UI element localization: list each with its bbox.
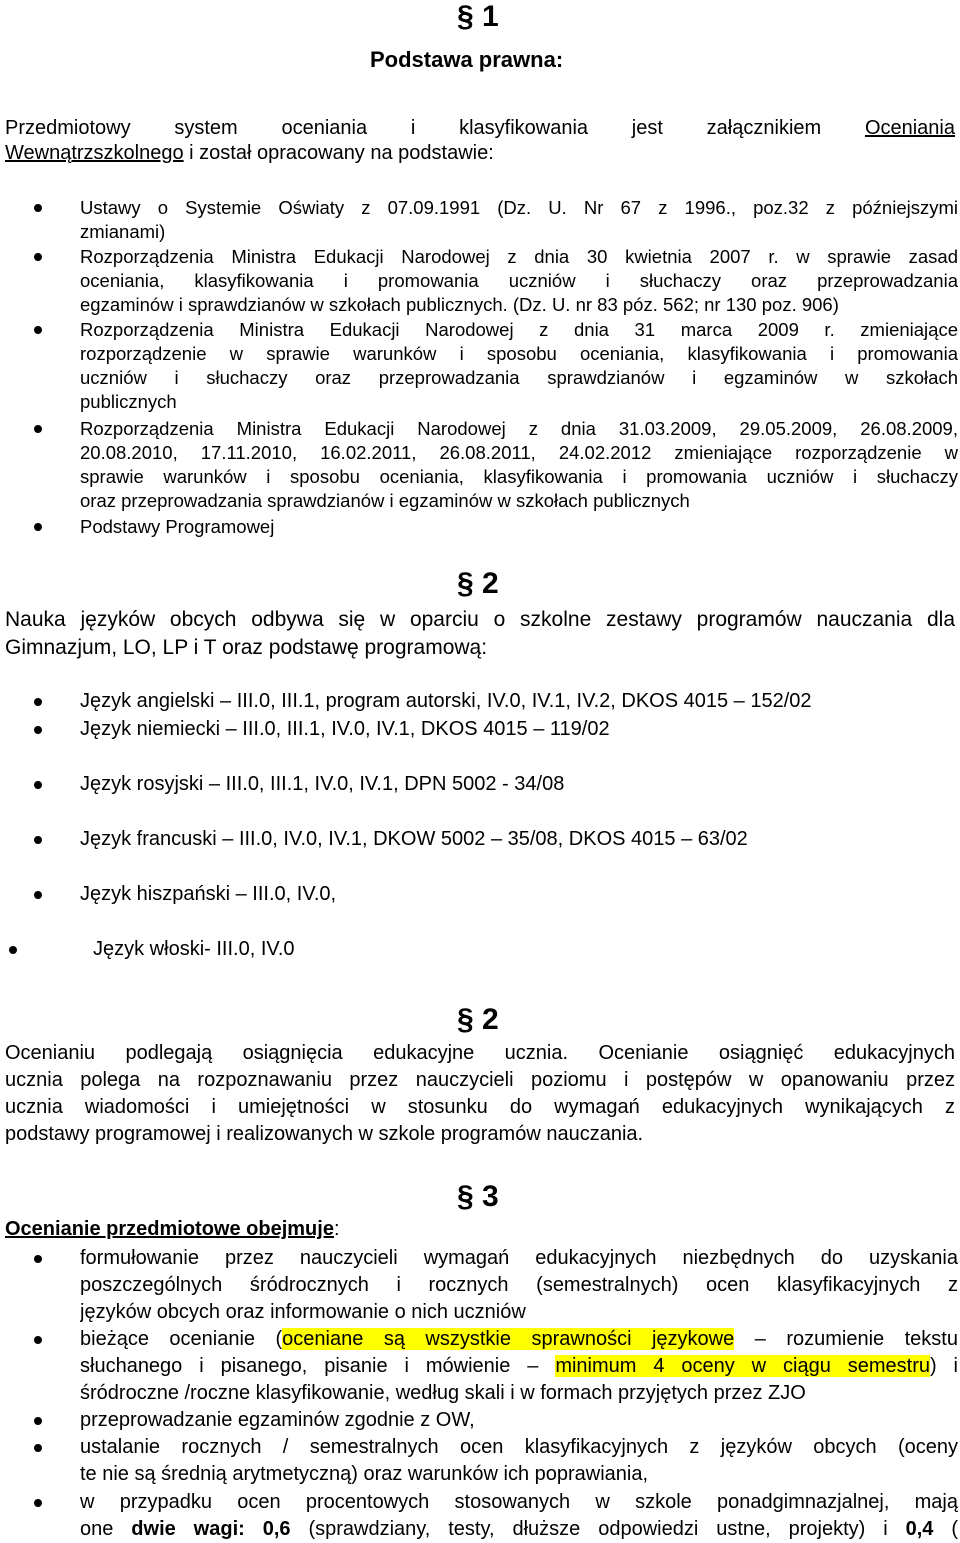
section-3-heading: Ocenianie przedmiotowe obejmuje:	[5, 1218, 340, 1240]
highlight-min-grades: minimum 4 oceny w ciągu semestru	[555, 1355, 930, 1377]
section-1-heading: Podstawa prawna:	[370, 47, 564, 72]
intro-line-2: Wewnątrzszkolnego i został opracowany na podstawie:	[5, 142, 494, 164]
legal-basis-item-3: Rozporządzenia Ministra Edukacji Narodowej z dnia 31 marca 2009 r. zmieniające rozporządzenie w sprawie warunków i sposobu oceniania, klasyfikowania i promowania uczniów i słuchaczy oraz przeprowadzania sprawdzianów i egzaminów w szkołach publicznych	[80, 318, 958, 414]
intro-line-1: Przedmiotowy system oceniania i klasyfikowania jest załącznikiem Oceniania	[5, 117, 955, 139]
legal-basis-item-5: Podstawy Programowej	[80, 515, 958, 539]
legal-basis-item-4: Rozporządzenia Ministra Edukacji Narodowej z dnia 31.03.2009, 29.05.2009, 26.08.2009, 20.08.2010, 17.11.2010, 16.02.2011, 26.08.2011, 24.02.2012 zmieniające rozporządzenie w sprawie warunków i sposobu oceniania, klasyfikowania i promowania uczniów i słuchaczy oraz przeprowadzania sprawdzianów i egzaminów w szkołach publicznych	[80, 417, 958, 513]
legal-basis-item-1: Ustawy o Systemie Oświaty z 07.09.1991 (Dz. U. Nr 67 z 1996., poz.32 z późniejszymi zmianami)	[80, 196, 958, 244]
bullet-icon	[34, 326, 42, 334]
bullet-icon	[34, 698, 42, 706]
language-item-french: Język francuski – III.0, IV.0, IV.1, DKOW 5002 – 35/08, DKOS 4015 – 63/02	[80, 826, 748, 853]
language-item-english: Język angielski – III.0, III.1, program autorski, IV.0, IV.1, IV.2, DKOS 4015 – 152/02	[80, 688, 812, 715]
intro-link-oceniania: Oceniania	[864, 117, 955, 139]
bullet-icon	[34, 1444, 42, 1452]
bullet-icon	[34, 523, 42, 531]
language-item-russian: Język rosyjski – III.0, III.1, IV.0, IV.1, DPN 5002 - 34/08	[80, 771, 564, 798]
bullet-icon	[34, 1499, 42, 1507]
assessment-item-1: formułowanie przez nauczycieli wymagań edukacyjnych niezbędnych do uzyskania poszczególnych śródrocznych i rocznych (semestralnych) ocen klasyfikacyjnych z języków obcych oraz informowanie o nich uczniów	[80, 1245, 958, 1326]
language-item-german: Język niemiecki – III.0, III.1, IV.0, IV.1, DKOS 4015 – 119/02	[80, 716, 610, 743]
bullet-icon	[34, 253, 42, 261]
section-2b-number: § 2	[457, 1003, 499, 1036]
section-2-number: § 2	[457, 567, 499, 600]
bullet-icon	[34, 1255, 42, 1263]
section-3-number: § 3	[457, 1180, 499, 1213]
section-2b-text: Ocenianiu podlegają osiągnięcia edukacyjne ucznia. Ocenianie osiągnięć edukacyjnych ucznia polega na rozpoznawaniu przez nauczycieli poziomu i postępów w opanowaniu przez ucznia wiadomości i umiejętności w stosunku do wymagań edukacyjnych wynikających z podstawy programowej i realizowanych w szkole programów nauczania.	[5, 1042, 955, 1145]
assessment-item-4: ustalanie rocznych / semestralnych ocen klasyfikacyjnych z języków obcych (oceny te nie są średnią arytmetyczną) oraz warunków ich poprawiania,	[80, 1434, 958, 1488]
bullet-icon	[34, 1417, 42, 1425]
legal-basis-item-2: Rozporządzenia Ministra Edukacji Narodowej z dnia 30 kwietnia 2007 r. w sprawie zasad oceniania, klasyfikowania i promowania uczniów i słuchaczy oraz przeprowadzania egzaminów i sprawdzianów w szkołach publicznych. (Dz. U. nr 83 póz. 562; nr 130 poz. 906)	[80, 245, 958, 317]
section-1-number	[457, 0, 499, 34]
bullet-icon	[34, 726, 42, 734]
bullet-icon	[34, 204, 42, 212]
assessment-item-5: w przypadku ocen procentowych stosowanych w szkole ponadgimnazjalnej, mają one dwie wagi: 0,6 (sprawdziany, testy, dłuższe odpowiedzi ustne, projekty) i 0,4 (	[80, 1489, 958, 1543]
language-item-spanish: Język hiszpański – III.0, IV.0,	[80, 881, 336, 908]
intro-link-wewnatrzszkolnego: Wewnątrzszkolnego	[5, 142, 184, 164]
language-item-italian: Język włoski- III.0, IV.0	[93, 936, 295, 963]
bullet-icon	[34, 781, 42, 789]
assessment-item-3: przeprowadzanie egzaminów zgodnie z OW,	[80, 1407, 958, 1434]
assessment-item-2: bieżące ocenianie (oceniane są wszystkie sprawności językowe – rozumienie tekstu słuchanego i pisanego, pisanie i mówienie – minimum 4 oceny w ciągu semestru) i śródroczne /roczne klasyfikowanie, według skali i w formach przyjętych przez ZJO	[80, 1326, 958, 1407]
bullet-icon	[34, 891, 42, 899]
bullet-icon	[34, 425, 42, 433]
bullet-icon	[9, 946, 17, 954]
section-1-intro	[5, 116, 955, 166]
section-2-text: Nauka języków obcych odbywa się w oparciu o szkolne zestawy programów nauczania dla Gimnazjum, LO, LP i T oraz podstawę programową:	[5, 608, 955, 659]
bullet-icon	[34, 1336, 42, 1344]
bullet-icon	[34, 836, 42, 844]
section-1-number-text: § 1	[457, 0, 499, 33]
highlight-all-skills: oceniane są wszystkie sprawności językowe	[282, 1328, 735, 1350]
